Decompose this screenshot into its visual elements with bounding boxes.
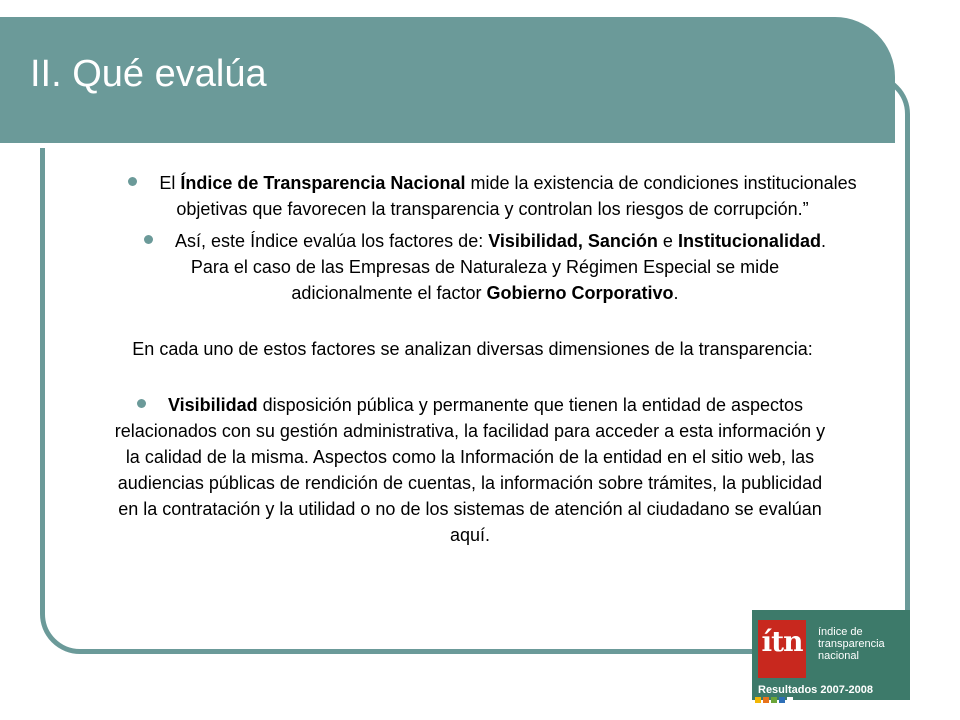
- bullet-factores-post: .: [673, 283, 679, 303]
- bullet-factores-bold1: Visibilidad, Sanción: [488, 231, 658, 251]
- bullet-visibilidad-bold: Visibilidad: [167, 395, 258, 415]
- itn-logo: [752, 610, 910, 700]
- itn-logo-text: [818, 626, 908, 662]
- bullet-factores-bold3: Gobierno Corporativo: [486, 283, 674, 303]
- bullet-indice-pre: El: [159, 173, 181, 193]
- bullet-factores-pre: Así, este Índice evalúa los factores de:: [175, 231, 489, 251]
- bullet-visibilidad-post: disposición pública y permanente que tienen la entidad de aspectos relacionados con su gestión administrativa, la facilidad para acceder a esta información y la calidad de la misma. Aspectos como la Información de la entidad en el sitio web, las audiencias públicas de rendición de cuentas, la información sobre trámites, la publicidad en la contratación y la utilidad o no de los sistemas de atención al ciudadano se evalúan aquí.: [114, 395, 826, 545]
- logo-results: Resultados 2007-2008: [758, 684, 873, 696]
- paragraph-dimensiones: En cada uno de estos factores se analizan diversas dimensiones de la transparencia:: [132, 339, 813, 359]
- slide-title: II. Qué evalúa: [30, 53, 267, 95]
- slide-content: [70, 170, 895, 548]
- logo-line-2: transparencia: [818, 638, 885, 650]
- bullet-visibilidad: [110, 392, 830, 548]
- bullet-factores-mid1: e: [657, 231, 678, 251]
- bullet-dot-icon: [128, 177, 137, 186]
- itn-logo-mark: ítn: [758, 620, 806, 678]
- title-underline: [0, 143, 848, 148]
- bullet-factores-bold2: Institucionalidad: [677, 231, 821, 251]
- bullet-dot-icon: [144, 235, 153, 244]
- logo-line-1: índice de: [818, 626, 863, 638]
- bullet-dot-icon: [137, 399, 146, 408]
- bullet-indice-post: mide la existencia de condiciones institucionales objetivas que favorecen la transparencia y controlan los riesgos de corrupción.”: [176, 173, 857, 219]
- logo-line-3: nacional: [818, 650, 859, 662]
- bullet-indice: [115, 170, 870, 222]
- bullet-indice-bold: Índice de Transparencia Nacional: [180, 173, 466, 193]
- bullet-factores-mid2: . Para el caso de las Empresas de Naturaleza y Régimen Especial se mide adicionalmente el factor: [190, 231, 826, 303]
- bullet-factores: [140, 228, 830, 306]
